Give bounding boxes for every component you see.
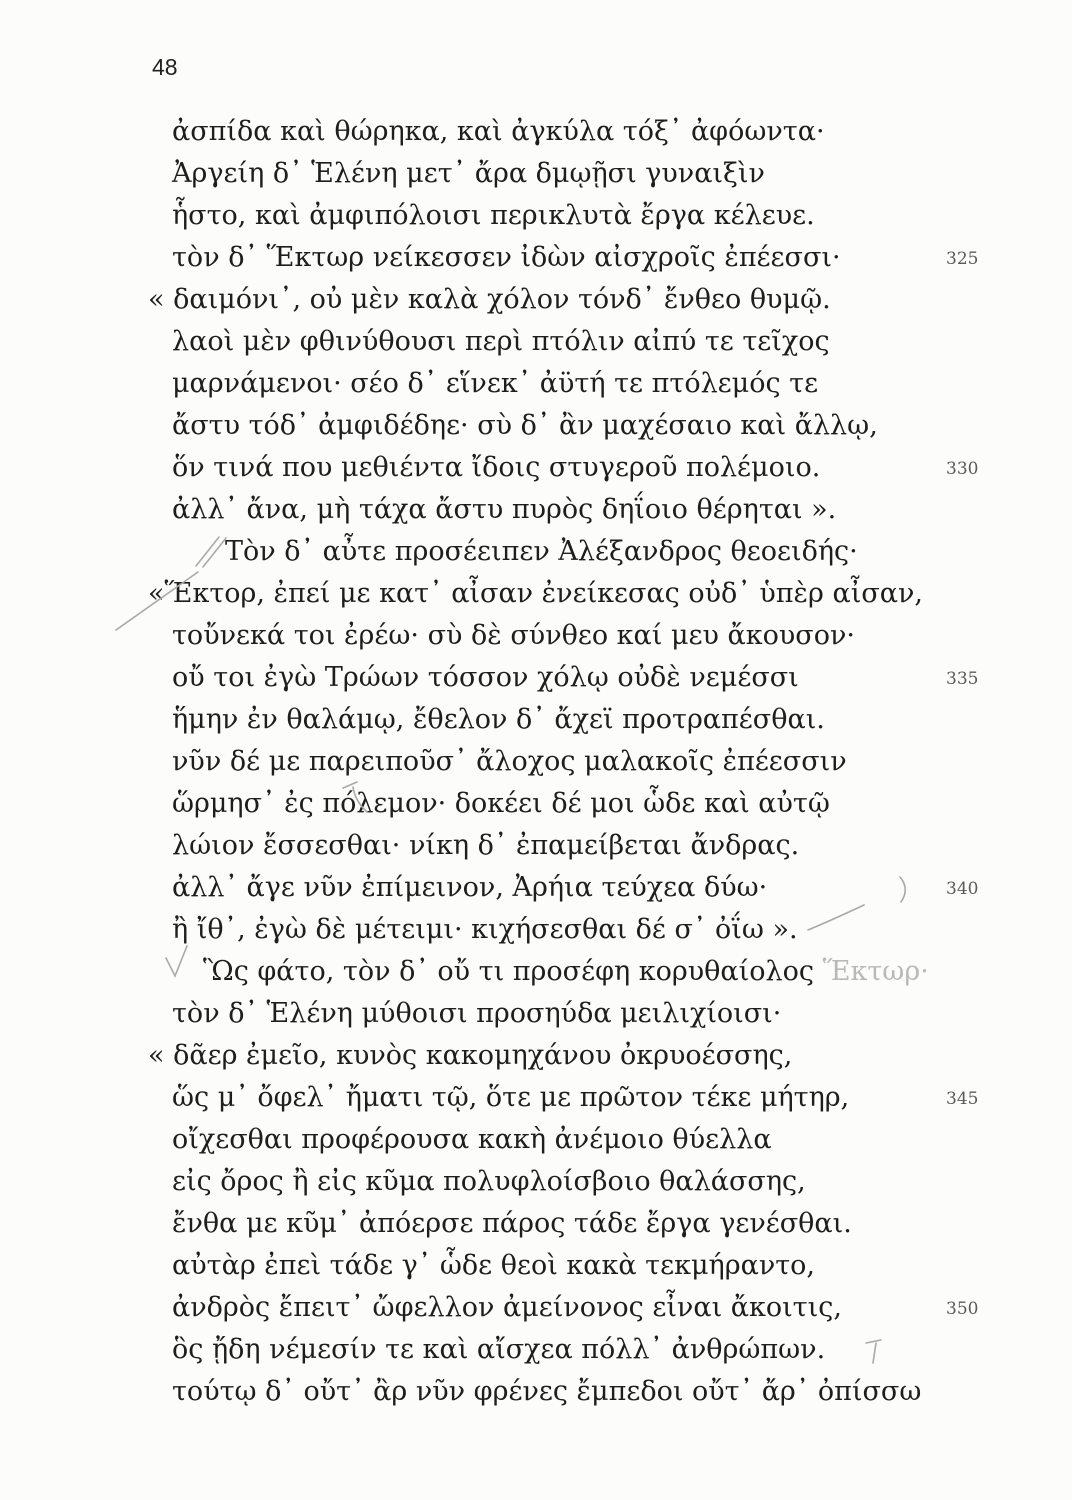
- verse-line: [0, 279, 1072, 321]
- line-number: 330: [946, 459, 979, 479]
- verse-block: [0, 111, 1072, 1413]
- verse-line: [0, 573, 1072, 615]
- verse-text: «Ἕκτορ, ἐπεί με κατ᾽ αἶσαν ἐνείκεσας οὐδ᾽ ὑπὲρ αἶσαν,: [148, 578, 923, 609]
- verse-line: [0, 1329, 1072, 1371]
- verse-text: οὔ τοι ἐγὼ Τρώων τόσσον χόλῳ οὐδὲ νεμέσσι: [172, 662, 799, 693]
- verse-text: τοὔνεκά τοι ἐρέω· σὺ δὲ σύνθεο καί μευ ἄκουσον·: [172, 620, 855, 651]
- verse-text: αὐτὰρ ἐπεὶ τάδε γ᾽ ὧδε θεοὶ κακὰ τεκμήραντο,: [172, 1250, 816, 1281]
- verse-line: [0, 363, 1072, 405]
- verse-line: [0, 531, 1072, 573]
- verse-text: οἴχεσθαι προφέρουσα κακὴ ἀνέμοιο θύελλα: [172, 1124, 772, 1155]
- verse-line: [0, 1119, 1072, 1161]
- verse-line: [0, 489, 1072, 531]
- line-number: 335: [946, 669, 979, 689]
- verse-line: [0, 783, 1072, 825]
- line-number: 325: [946, 249, 979, 269]
- verse-text: ὃς ᾔδη νέμεσίν τε καὶ αἴσχεα πόλλ᾽ ἀνθρώπων.: [172, 1334, 826, 1365]
- verse-text: ὅν τινά που μεθιέντα ἴδοις στυγεροῦ πολέμοιο.: [172, 452, 821, 483]
- verse-line: [0, 615, 1072, 657]
- verse-line: [0, 195, 1072, 237]
- verse-text: ἀνδρὸς ἔπειτ᾽ ὤφελλον ἀμείνονος εἶναι ἄκοιτις,: [172, 1292, 842, 1323]
- verse-text: λαοὶ μὲν φθινύθουσι περὶ πτόλιν αἰπύ τε τεῖχος: [172, 326, 830, 357]
- verse-line: [0, 1287, 1072, 1329]
- verse-text: « δαιμόνι᾽, οὐ μὲν καλὰ χόλον τόνδ᾽ ἔνθεο θυμῷ.: [148, 284, 831, 315]
- verse-line: [0, 951, 1072, 993]
- verse-line: [0, 741, 1072, 783]
- verse-text: ἔνθα με κῦμ᾽ ἀπόερσε πάρος τάδε ἔργα γενέσθαι.: [172, 1208, 852, 1239]
- verse-line: [0, 1035, 1072, 1077]
- verse-text: ἥμην ἐν θαλάμῳ, ἔθελον δ᾽ ἄχεϊ προτραπέσθαι.: [172, 704, 825, 735]
- verse-line: [0, 1077, 1072, 1119]
- verse-text: Ἀργείη δ᾽ Ἑλένη μετ᾽ ἄρα δμῳῇσι γυναιξὶν: [172, 158, 765, 189]
- verse-line: [0, 867, 1072, 909]
- page-number: 48: [152, 54, 178, 80]
- faded-word: Ἕκτωρ·: [822, 956, 929, 987]
- verse-text: νῦν δέ με παρειποῦσ᾽ ἄλοχος μαλακοῖς ἐπέεσσιν: [172, 746, 847, 777]
- verse-line: [0, 237, 1072, 279]
- verse-line: [0, 699, 1072, 741]
- verse-text: τούτῳ δ᾽ οὔτ᾽ ἂρ νῦν φρένες ἔμπεδοι οὔτ᾽ ἄρ᾽ ὀπίσσω: [172, 1376, 922, 1407]
- verse-line: [0, 825, 1072, 867]
- verse-text: ἀλλ᾽ ἄνα, μὴ τάχα ἄστυ πυρὸς δηΐοιο θέρηται ».: [172, 494, 837, 525]
- verse-text: μαρνάμενοι· σέο δ᾽ εἵνεκ᾽ ἀϋτή τε πτόλεμός τε: [172, 368, 819, 399]
- verse-line: [0, 1161, 1072, 1203]
- verse-line: [0, 321, 1072, 363]
- line-number: 345: [946, 1089, 979, 1109]
- verse-line: [0, 1203, 1072, 1245]
- verse-text: Ὣς φάτο, τὸν δ᾽ οὔ τι προσέφη κορυθαίολος: [203, 956, 814, 987]
- verse-text: εἰς ὄρος ἢ εἰς κῦμα πολυφλοίσβοιο θαλάσσης,: [172, 1166, 806, 1197]
- verse-text: λώιον ἔσσεσθαι· νίκη δ᾽ ἐπαμείβεται ἄνδρας.: [172, 830, 800, 861]
- verse-line: [0, 993, 1072, 1035]
- verse-text: τὸν δ᾽ Ἑλένη μύθοισι προσηύδα μειλιχίοισι·: [172, 998, 782, 1029]
- verse-line: [0, 1371, 1072, 1413]
- line-number: 350: [946, 1299, 979, 1319]
- verse-text: ἄστυ τόδ᾽ ἀμφιδέδηε· σὺ δ᾽ ἂν μαχέσαιο καὶ ἄλλῳ,: [172, 410, 878, 441]
- verse-line: [0, 657, 1072, 699]
- verse-text: ὥς μ᾽ ὄφελ᾽ ἤματι τῷ, ὅτε με πρῶτον τέκε μήτηρ,: [172, 1082, 850, 1113]
- verse-line: [0, 909, 1072, 951]
- verse-line: [0, 405, 1072, 447]
- verse-line: [0, 153, 1072, 195]
- verse-text: ἀσπίδα καὶ θώρηκα, καὶ ἀγκύλα τόξ᾽ ἀφόωντα·: [172, 116, 825, 147]
- verse-text: Τὸν δ᾽ αὖτε προσέειπεν Ἀλέξανδρος θεοειδής·: [225, 536, 858, 567]
- verse-text: τὸν δ᾽ Ἕκτωρ νείκεσσεν ἰδὼν αἰσχροῖς ἐπέεσσι·: [172, 242, 841, 273]
- verse-text: ἧστο, καὶ ἀμφιπόλοισι περικλυτὰ ἔργα κέλευε.: [172, 200, 815, 231]
- verse-text: « δᾶερ ἐμεῖο, κυνὸς κακομηχάνου ὀκρυοέσσης,: [148, 1040, 793, 1071]
- line-number: 340: [946, 879, 979, 899]
- verse-line: [0, 447, 1072, 489]
- verse-text: ἀλλ᾽ ἄγε νῦν ἐπίμεινον, Ἀρήια τεύχεα δύω·: [172, 872, 768, 903]
- verse-text: ὥρμησ᾽ ἐς πόλεμον· δοκέει δέ μοι ὧδε καὶ αὐτῷ: [172, 788, 830, 819]
- verse-line: [0, 111, 1072, 153]
- verse-line: [0, 1245, 1072, 1287]
- verse-text: ἢ ἴθ᾽, ἐγὼ δὲ μέτειμι· κιχήσεσθαι δέ σ᾽ ὀΐω ».: [172, 914, 798, 945]
